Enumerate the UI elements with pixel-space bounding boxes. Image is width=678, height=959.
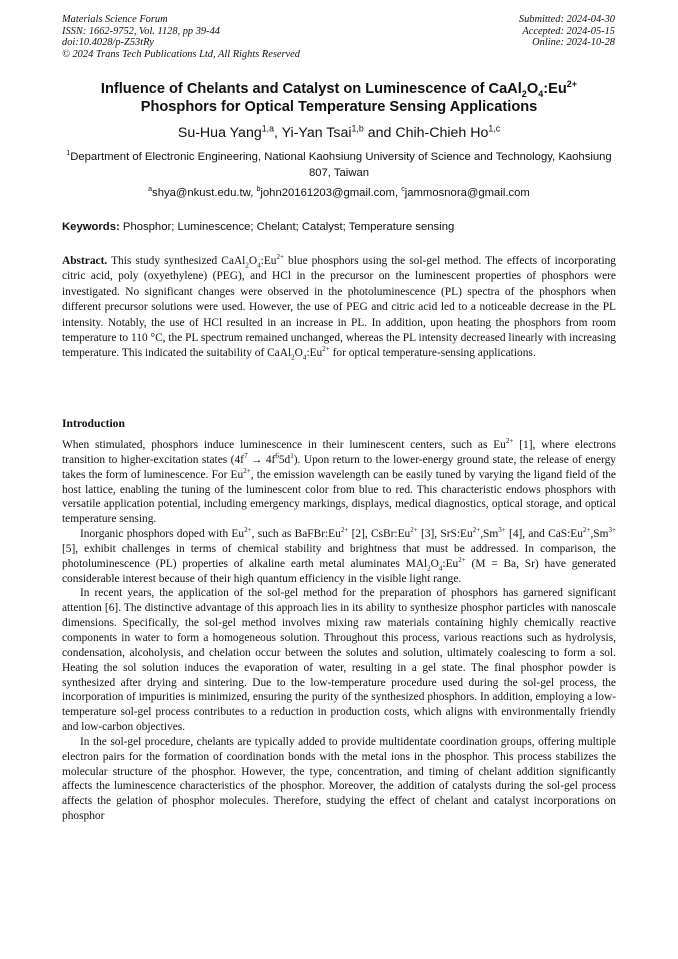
paragraph: When stimulated, phosphors induce luminescence in their luminescent centers, such as $Eu^{2+}$ [1], where electrons transition to higher-excitation states $(4f^7 \to 4f^65d^1)$. Upon return to the lower-energy ground state, the release of energy takes the form of luminescence. For $Eu^{2+}$, the emission wavelength can be easily tuned by varying the ligand field of the host lattice, enabling the tuning of the luminescent color from blue to red. This characteristic endows phosphors with versatile application potential, including emergency markings, displays, medical diagnostics, optical storage, and optical temperature sensing. <box>62 437 616 526</box>
section-heading-introduction: Introduction <box>62 417 125 430</box>
journal-name: Materials Science Forum <box>62 14 168 25</box>
paragraph: In recent years, the application of the sol-gel method for the preparation of phosphors has garnered significant attention [6]. The distinctive advantage of this approach lies in its ability to synthesize phosphor particles with nanoscale dimensions. Specifically, the sol-gel method involves mixing raw materials containing highly chemically reactive components in water to form a homogeneous solution. Throughout this process, various reactions such as hydrolysis, condensation, alcoholysis, and chelation occur between the solutes and solution, ultimately coalescing to form a sol. Heating the sol solution induces the evaporation of water, resulting in a gel state. The final phosphor powder is synthesized after drying and sintering. Due to the low-temperature procedure used during the sol-gel process, the incorporation of impurities is minimized, ensuring the purity of the synthesized phosphors. In addition, employing a low-temperature sol-gel process contributes to a reduction in production costs, which aligns with environmentally friendly and low-carbon objectives. <box>62 587 616 734</box>
keywords-text: Phosphor; Luminescence; Chelant; Catalyst; Temperature sensing <box>119 221 455 233</box>
email-link[interactable]: shya@nkust.edu.tw <box>152 187 251 199</box>
abstract: Abstract. This study synthesized $CaAl_2O_4:Eu^{2+}$ blue phosphors using the sol-gel method. The effects of incorporating citric acid, poly (oxyethylene) (PEG), and HCl in the precursor on the luminescent properties of phosphors were investigated. No significant changes were observed in the photoluminescence (PL) spectra of the phosphors when different precursor solutions were used. However, the use of PEG and citric acid led to a noticeable decrease in the PL intensity. Notably, the use of HCl resulted in an increase in PL. In addition, upon heating the phosphors from room temperature to 110 °C, the PL spectrum remained unchanged, whereas the PL intensity decreased linearly with increasing temperature. This indicated the suitability of $CaAl_2O_4:Eu^{2+}$ for optical temperature-sensing applications. <box>62 253 616 362</box>
author-affil-mark: 1,c <box>488 123 501 134</box>
keywords <box>62 220 616 235</box>
submission-dates <box>519 14 615 49</box>
author-emails: $^a$shya@nkust.edu.tw, $^b$john20161203@gmail.com, $^c$jammosnora@gmail.com <box>148 186 530 199</box>
email-link[interactable]: jammosnora@gmail.com <box>404 187 530 199</box>
affiliation: $^1$Department of Electronic Engineering, National Kaohsiung University of Science and Technology, Kaohsiung 807, Taiwan <box>66 150 612 179</box>
submitted-date: Submitted: 2024-04-30 <box>518 14 615 25</box>
abstract-label: Abstract. <box>62 255 108 267</box>
keywords-label: Keywords: <box>62 221 120 233</box>
journal-issn: ISSN: 1662-9752, Vol. 1128, pp 39-44 <box>62 25 220 37</box>
journal-doi[interactable]: doi:10.4028/p-Z53tRy <box>62 37 154 49</box>
title-line-1: Influence of Chelants and Catalyst on Luminescence of $CaAl_2O_4:Eu^{2+}$ <box>100 79 578 99</box>
author-name: Yi-Yan Tsai <box>281 125 352 141</box>
author-affil-mark: 1,a <box>261 123 274 134</box>
paper-title <box>62 80 616 116</box>
author-name: Chih-Chieh Ho <box>395 125 489 141</box>
paragraph: Inorganic phosphors doped with $Eu^{2+}$, such as $BaFBr:Eu^{2+}$ [2], $CsBr:Eu^{2+}$ [3], $SrS:Eu^{2+},Sm^{3+}$ [4], and $CaS:Eu^{2+},Sm^{3+}$ [5], exhibit challenges in terms of chemical stability and brightness that must be addressed. In comparison, the photoluminescence (PL) properties of alkaline earth metal aluminates $MAl_2O_4:Eu^{2+}$ (M = Ba, Sr) have generated considerable interest because of their high quantum efficiency in the visible light range. <box>62 526 617 585</box>
paragraph: In the sol-gel procedure, chelants are typically added to provide multidentate coordination groups, offering multiple electron pairs for the formation of coordination bonds with the metal ions in the phosphor. This process stabilizes the molecular structure of the phosphor. However, the type, concentration, and timing of chelant addition significantly affects the luminescence characteristics of the phosphor. Moreover, the addition of catalysts during the sol-gel process affects the gelation of phosphor molecules. Therefore, studying the effect of chelant and catalyst incorporations on phosphor <box>62 735 616 823</box>
accepted-date: Accepted: 2024-05-15 <box>522 25 615 37</box>
journal-info <box>62 14 300 60</box>
introduction-body <box>62 438 616 824</box>
author-list: Su-Hua Yang$^{1,a}$, Yi-Yan Tsai$^{1,b}$ and Chih-Chieh Ho$^{1,c}$ <box>177 123 501 141</box>
title-line-2: Phosphors for Optical Temperature Sensing Applications <box>140 99 538 115</box>
journal-copyright: © 2024 Trans Tech Publications Ltd, All Rights Reserved <box>62 48 300 60</box>
online-date: Online: 2024-10-28 <box>532 37 615 49</box>
author-name: Su-Hua Yang <box>177 125 262 141</box>
author-affil-mark: 1,b <box>351 123 364 134</box>
email-link[interactable]: john20161203@gmail.com <box>260 187 395 199</box>
